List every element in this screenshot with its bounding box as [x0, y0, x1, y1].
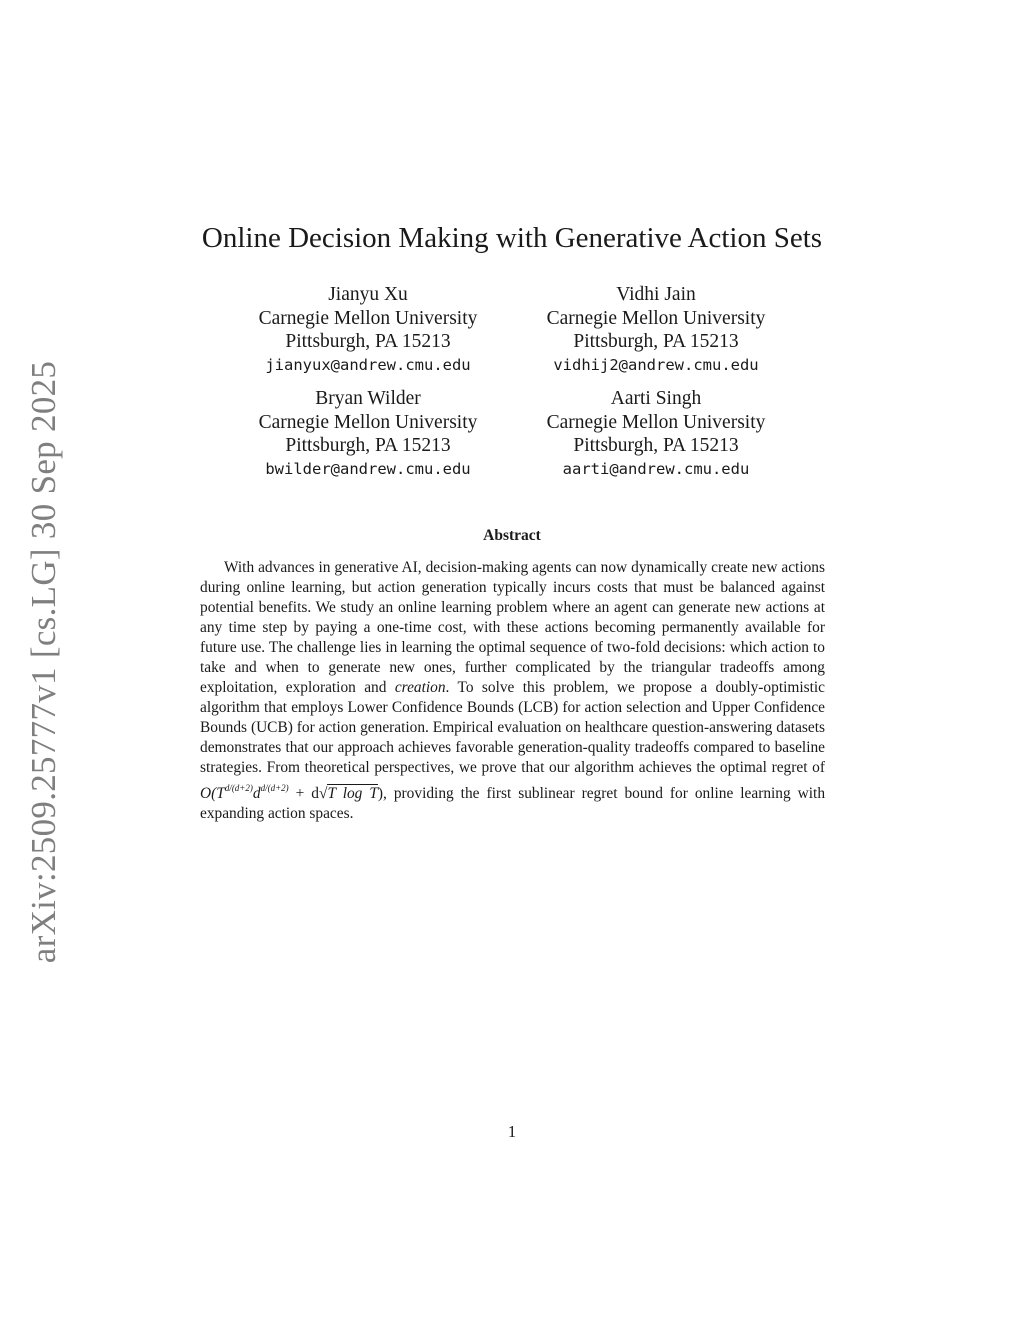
sqrt-symbol: √: [319, 785, 328, 802]
author-name: Aarti Singh: [610, 388, 702, 409]
author-location: Pittsburgh, PA 15213: [285, 331, 451, 352]
author-name: Bryan Wilder: [315, 388, 421, 409]
formula-exponent-2: d/(d+2): [260, 783, 289, 793]
author-block-3: [218, 387, 518, 481]
abstract-text-part-1: With advances in generative AI, decision-making agents can now dynamically create new actions during online learning, but action generation typically incurs costs that must be balanced against potential benefits. We study an online learning problem where an agent can generate new actions at any time step by paying a one-time cost, with these actions becoming permanently available for future use. The challenge lies in learning the optimal sequence of two-fold decisions: which action to take and when to generate new ones, further complicated by the triangular tradeoffs among exploitation, exploration and: [200, 559, 825, 696]
formula-mid: d: [252, 785, 261, 802]
author-email[interactable]: jianyux@andrew.cmu.edu: [265, 355, 471, 374]
formula-suffix: ): [377, 785, 384, 802]
abstract-text-part-3: , providing the first sublinear regret bound for online learning with expanding action spaces.: [200, 785, 826, 822]
author-email[interactable]: bwilder@andrew.cmu.edu: [265, 459, 471, 478]
author-affiliation: Carnegie Mellon University: [258, 411, 478, 433]
arxiv-identifier: arXiv:2509.25777v1 [cs.LG] 30 Sep 2025: [24, 360, 63, 964]
author-email[interactable]: aarti@andrew.cmu.edu: [562, 459, 750, 478]
author-affiliation: Carnegie Mellon University: [546, 411, 766, 433]
author-name: Vidhi Jain: [616, 284, 696, 305]
page-number: 1: [507, 1122, 517, 1141]
author-affiliation: Carnegie Mellon University: [258, 307, 478, 329]
abstract-body: [200, 558, 825, 824]
author-location: Pittsburgh, PA 15213: [573, 331, 739, 352]
abstract-emphasis: creation: [394, 679, 446, 696]
author-affiliation: Carnegie Mellon University: [546, 307, 766, 329]
author-location: Pittsburgh, PA 15213: [573, 435, 739, 456]
formula-prefix: O(T: [200, 785, 225, 802]
paper-title: Online Decision Making with Generative Action Sets: [201, 222, 823, 254]
formula-exponent-1: d/(d+2): [224, 783, 253, 793]
formula-plus: + d: [288, 785, 319, 802]
formula-sqrt-content: T log T: [327, 785, 378, 802]
abstract-heading: Abstract: [483, 527, 541, 544]
author-email[interactable]: vidhij2@andrew.cmu.edu: [553, 355, 759, 374]
author-block-2: [506, 283, 806, 377]
author-location: Pittsburgh, PA 15213: [285, 435, 451, 456]
author-block-4: [506, 387, 806, 481]
regret-formula: [200, 785, 383, 802]
author-block-1: [218, 283, 518, 377]
abstract-text-part-2: . To solve this problem, we propose a doubly-optimistic algorithm that employs Lower Confidence Bounds (LCB) for action selection and Upper Confidence Bounds (UCB) for action generation. Empirical evaluation on healthcare question-answering datasets demonstrates that our approach achieves favorable generation-quality tradeoffs compared to baseline strategies. From theoretical perspectives, we prove that our algorithm achieves the optimal regret of: [200, 679, 825, 776]
author-name: Jianyu Xu: [328, 284, 408, 305]
